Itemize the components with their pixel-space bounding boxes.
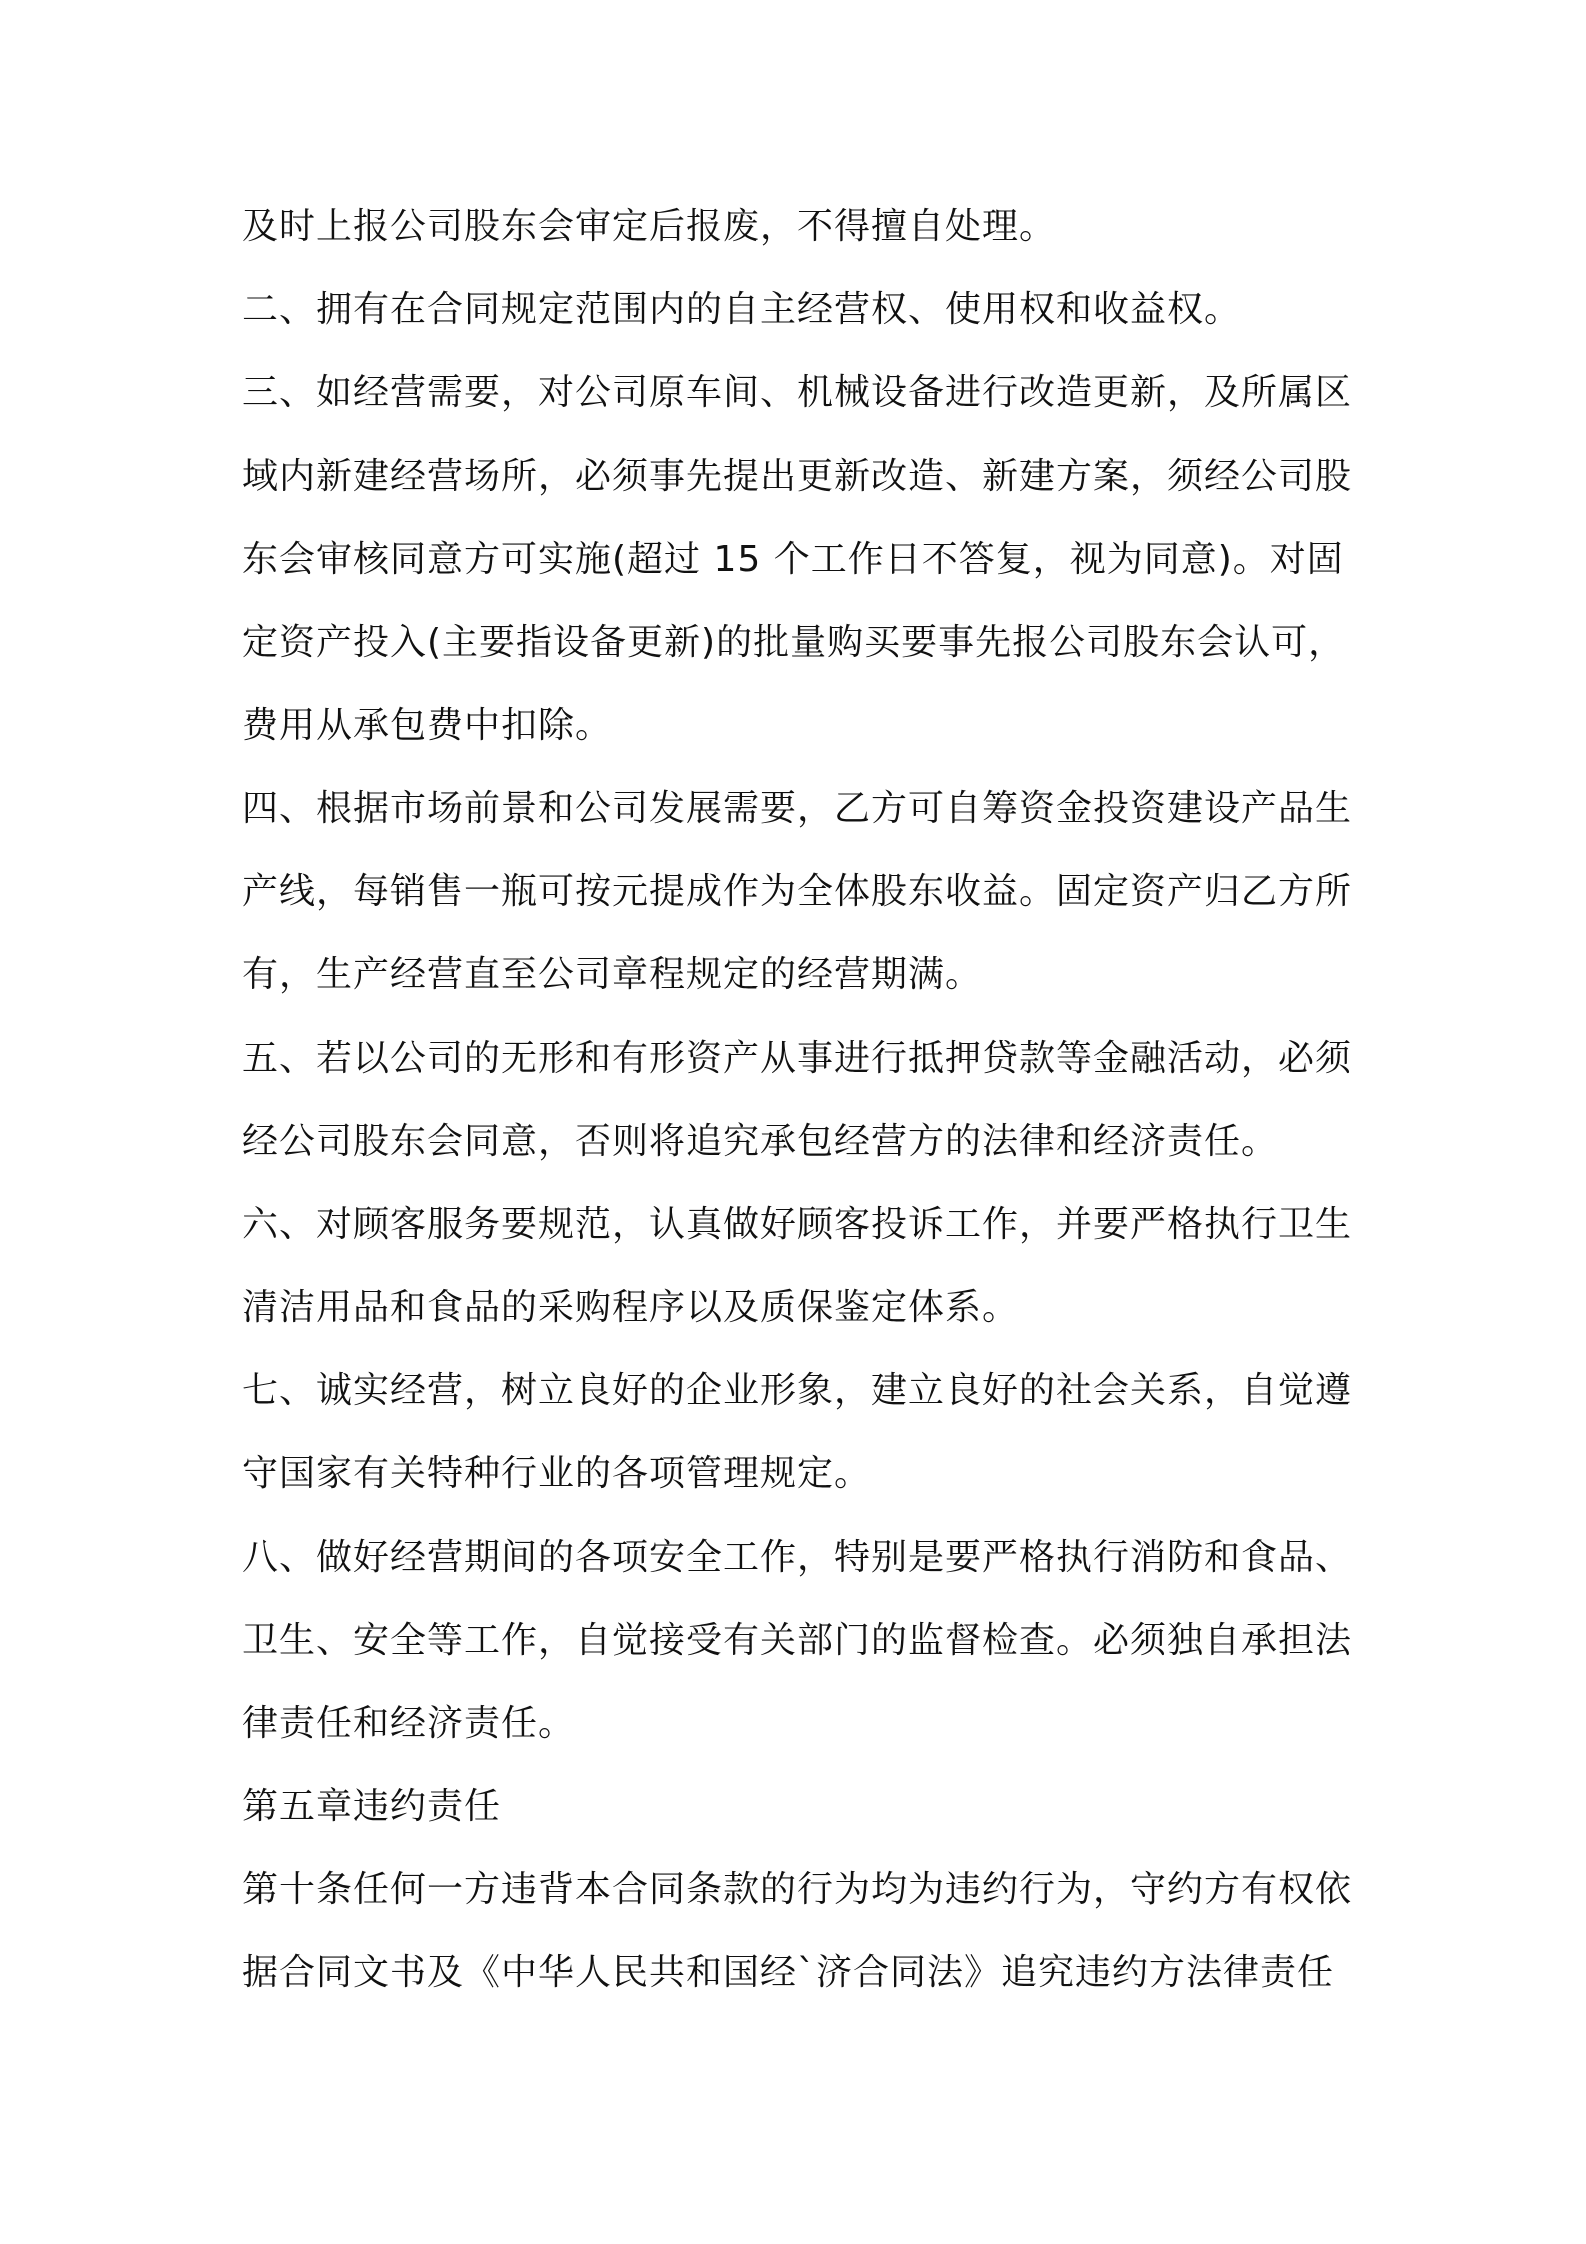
text-line-10: 有，生产经营直至公司章程规定的经营期满。 bbox=[242, 954, 983, 995]
text-line-18: 卫生、安全等工作，自觉接受有关部门的监督检查。必须独自承担法 bbox=[242, 1620, 1353, 1661]
text-line-17: 八、做好经营期间的各项安全工作，特别是要严格执行消防和食品、 bbox=[242, 1537, 1353, 1578]
text-line-22: 据合同文书及《中华人民共和国经`济合同法》追究违约方法律责任 bbox=[242, 1952, 1335, 1993]
text-line-16: 守国家有关特种行业的各项管理规定。 bbox=[242, 1453, 872, 1494]
text-line-4: 域内新建经营场所，必须事先提出更新改造、新建方案，须经公司股 bbox=[242, 456, 1353, 497]
text-line-21: 第十条任何一方违背本合同条款的行为均为违约行为，守约方有权依 bbox=[242, 1869, 1353, 1910]
text-line-3: 三、如经营需要，对公司原车间、机械设备进行改造更新，及所属区 bbox=[242, 372, 1353, 413]
text-line-14: 清洁用品和食品的采购程序以及质保鉴定体系。 bbox=[242, 1287, 1020, 1328]
text-line-2: 二、拥有在合同规定范围内的自主经营权、使用权和收益权。 bbox=[242, 289, 1242, 330]
text-line-6: 定资产投入(主要指设备更新)的批量购买要事先报公司股东会认可， bbox=[242, 622, 1346, 663]
text-line-8: 四、根据市场前景和公司发展需要，乙方可自筹资金投资建设产品生 bbox=[242, 788, 1353, 829]
text-line-15: 七、诚实经营，树立良好的企业形象，建立良好的社会关系，自觉遵 bbox=[242, 1370, 1353, 1411]
text-line-11: 五、若以公司的无形和有形资产从事进行抵押贷款等金融活动，必须 bbox=[242, 1038, 1353, 1079]
text-line-19: 律责任和经济责任。 bbox=[242, 1703, 576, 1744]
chapter-heading: 第五章违约责任 bbox=[242, 1786, 502, 1827]
text-line-13: 六、对顾客服务要规范，认真做好顾客投诉工作，并要严格执行卫生 bbox=[242, 1204, 1353, 1245]
text-line-5: 东会审核同意方可实施(超过 15 个工作日不答复，视为同意)。对固 bbox=[242, 539, 1344, 580]
text-line-9: 产线，每销售一瓶可按元提成作为全体股东收益。固定资产归乙方所 bbox=[242, 871, 1353, 912]
text-line-1: 及时上报公司股东会审定后报废，不得擅自处理。 bbox=[242, 206, 1057, 247]
text-line-12: 经公司股东会同意，否则将追究承包经营方的法律和经济责任。 bbox=[242, 1121, 1279, 1162]
text-line-7: 费用从承包费中扣除。 bbox=[242, 705, 613, 746]
